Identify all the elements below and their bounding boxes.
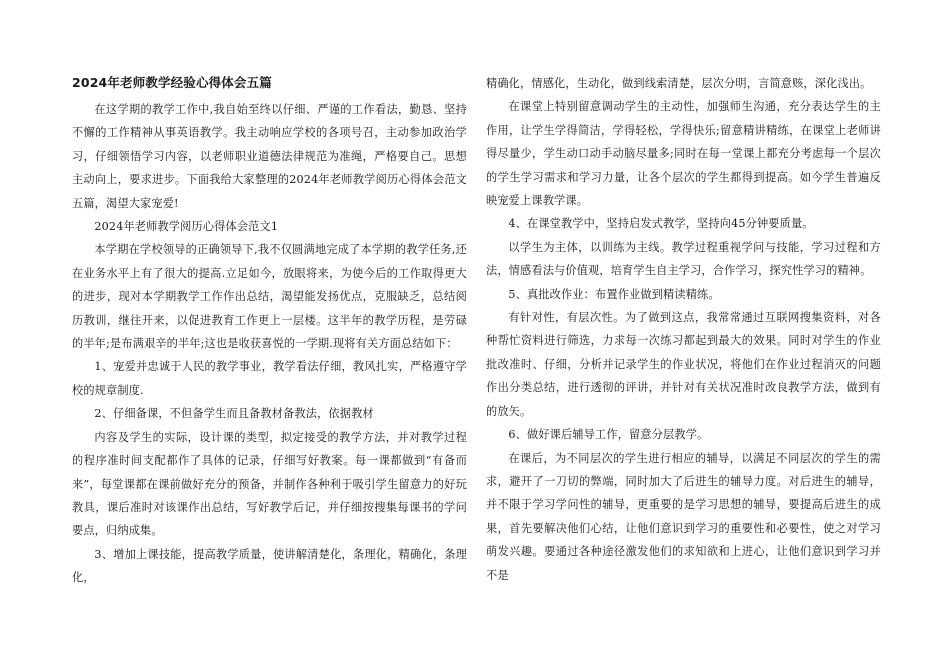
- paragraph: 2、仔细备课，不但备学生而且备教材备教法，依据教材: [94, 407, 374, 421]
- paragraph: 本学期在学校领导的正确领导下,我不仅圆满地完成了本学期的教学任务,还在业务水平上有了很大的提高.立足如今，放眼将来，为使今后的工作取得更大的进步，现对本学期教学工作作出总结，渴望能发扬优点，克服缺乏，总结阅历教训，继往开来，以促进教育工作更上一层楼。这半年的教学历程，是劳碌的半年;是布满艰辛的半年;这也是收获喜悦的一学期.现将有关方面总结如下：: [72, 243, 467, 351]
- paragraph: 有针对性，有层次性。为了做到这点，我常常通过互联网搜集资料，对各种帮忙资料进行筛选，力求每一次练习都起到最大的效果。同时对学生的作业批改准时、仔细，分析并记录学生的作业状况，将他们在作业过程消灭的问题作出分类总结，进行透彻的评讲，并针对有关状况准时改良教学方法，做到有的放矢。: [486, 311, 881, 418]
- left-column: [72, 70, 467, 590]
- paragraph: 5、真批改作业：布置作业做到精读精练。: [508, 287, 720, 301]
- paragraph: 6、做好课后辅导工作，留意分层教学。: [508, 428, 709, 442]
- paragraph: 4、在课堂教学中，坚持启发式教学，坚持向45分钟要质量。: [508, 217, 814, 231]
- paragraph: 在课堂上特别留意调动学生的主动性，加强师生沟通，充分表达学生的主作用，让学生学得简洁，学得轻松，学得快乐;留意精讲精练，在课堂上老师讲得尽量少，学生动口动手动脑尽量多;同时在每一堂课上都充分考虑每一个层次的学生学习需求和学习力量，让各个层次的学生都得到提高。如今学生普遍反映宠爱上课教学课。: [486, 100, 881, 208]
- paragraph: 精确化，情感化，生动化，做到线索清楚，层次分明，言简意赅，深化浅出。: [486, 77, 872, 90]
- document-title: 2024年老师教学经验心得体会五篇: [72, 75, 272, 90]
- paragraph: 3、增加上课技能，提高教学质量，使讲解清楚化，条理化，精确化，条理化，: [72, 547, 467, 585]
- right-column: [486, 72, 881, 587]
- paragraph: 在这学期的教学工作中,我自始至终以仔细、严谨的工作看法，勤恳、坚持不懈的工作精神从事英语教学。我主动响应学校的各项号召，主动参加政治学习，仔细领悟学习内容，以老师职业道德法律规范为准绳，严格要自己。思想主动向上，要求进步。下面我给大家整理的2024年老师教学阅历心得体会范文五篇，渴望大家宠爱!: [72, 103, 467, 210]
- paragraph: 在课后，为不同层次的学生进行相应的辅导，以满足不同层次的学生的需求，避开了一刀切的弊端，同时加大了后进生的辅导力度。对后进生的辅导，并不限于学习学问性的辅导，更重要的是学习思想的辅导，要提高后进生的成果，首先要解决他们心结，让他们意识到学习的重要性和必要性，使之对学习萌发兴趣。要通过各种途径激发他们的求知欲和上进心，让他们意识到学习并不是: [486, 451, 881, 582]
- paragraph: 以学生为主体，以训练为主线。教学过程重视学问与技能，学习过程和方法，情感看法与价值观，培育学生自主学习，合作学习，探究性学习的精神。: [486, 240, 881, 278]
- paragraph: 内容及学生的实际，设计课的类型，拟定接受的教学方法，并对教学过程的程序准时间支配都作了具体的记录，仔细写好教案。每一课都做到“有备而来”，每堂课都在课前做好充分的预备，并制作各种利于吸引学生留意力的好玩教具，课后准时对该课作出总结，写好教学后记，并仔细按搜集每课书的学问要点，归纳成集。: [72, 430, 467, 538]
- section-heading: 2024年老师教学阅历心得体会范文1: [94, 220, 279, 234]
- paragraph: 1、宠爱并忠诚于人民的教学事业，教学看法仔细，教风扎实，严格遵守学校的规章制度.: [72, 360, 467, 397]
